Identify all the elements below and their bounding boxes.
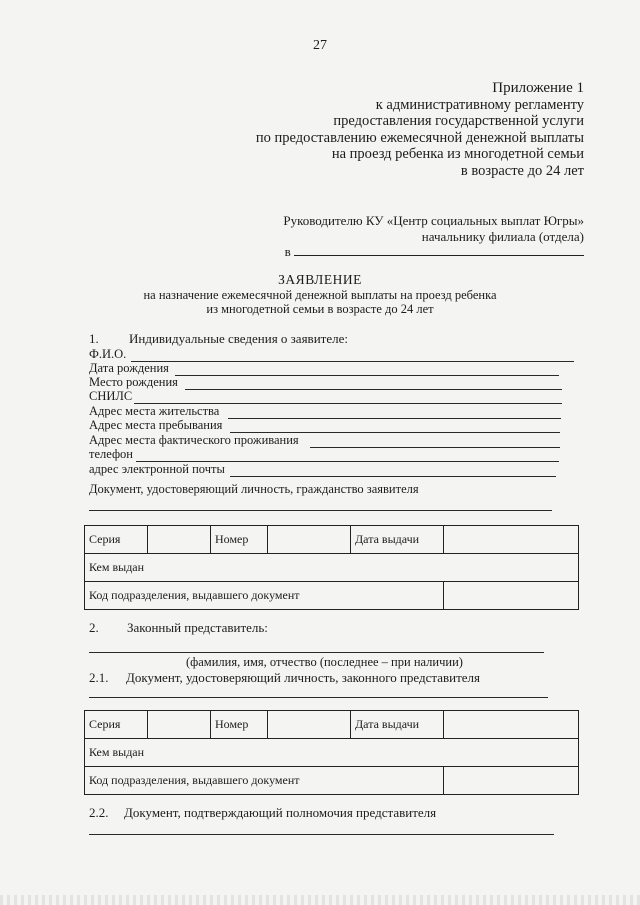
appendix-line: по предоставлению ежемесячной денежной выплаты (255, 129, 584, 146)
email-input-line[interactable] (230, 476, 556, 477)
issued-by-cell[interactable]: Кем выдан (85, 554, 579, 582)
fio-input-line[interactable] (131, 361, 574, 362)
issue-date-input[interactable] (444, 526, 579, 554)
field-label-birth-place: Место рождения (89, 375, 178, 389)
addressee-block (283, 213, 584, 260)
series-input[interactable] (148, 526, 211, 554)
issued-by-cell[interactable]: Кем выдан (85, 739, 579, 767)
title-text: ЗАЯВЛЕНИЕ (278, 272, 362, 287)
birth-date-input-line[interactable] (175, 375, 559, 376)
subtitle-line: из многодетной семьи в возрасте до 24 лет (206, 301, 434, 316)
appendix-line: предоставления государственной услуги (333, 113, 584, 130)
appendix-line: Приложение 1 (492, 80, 584, 96)
addressee-line: начальнику филиала (отдела) (421, 228, 584, 244)
field-label-birth-date: Дата рождения (89, 361, 169, 375)
birth-place-input-line[interactable] (185, 389, 562, 390)
field-label-phone: телефон (89, 447, 133, 461)
number-label: Номер (211, 711, 268, 739)
section-1-heading: Индивидуальные сведения о заявителе: (129, 331, 348, 346)
series-input[interactable] (148, 711, 211, 739)
addressee-line: Руководителю КУ «Центр социальных выплат Югры» (283, 213, 584, 228)
section-2-2-number: 2.2. (89, 805, 109, 820)
field-label-stay-address: Адрес места пребывания (89, 418, 223, 432)
series-label: Серия (85, 526, 148, 554)
addressee-blank-line[interactable] (294, 245, 584, 256)
legal-rep-name-input-line[interactable] (89, 652, 544, 653)
authority-document-input-line[interactable] (89, 834, 554, 835)
dept-code-label: Код подразделения, выдавшего документ (85, 767, 444, 795)
section-2-2-heading: Документ, подтверждающий полномочия представителя (124, 805, 437, 820)
residence-address-input-line[interactable] (228, 418, 561, 419)
legal-rep-name-note: (фамилия, имя, отчество (последнее – при наличии) (186, 655, 463, 669)
dept-code-input[interactable] (444, 767, 579, 795)
section-2-1-heading: Документ, удостоверяющий личность, законного представителя (126, 670, 481, 685)
issue-date-input[interactable] (444, 711, 579, 739)
number-input[interactable] (268, 711, 351, 739)
appendix-line: на проезд ребенка из многодетной семьи (331, 146, 584, 163)
series-label: Серия (85, 711, 148, 739)
document-subtitle (0, 289, 640, 316)
field-label-email: адрес электронной почты (89, 462, 225, 476)
dept-code-input[interactable] (444, 582, 579, 610)
document-title (0, 272, 640, 288)
field-label-fio: Ф.И.О. (89, 347, 127, 361)
applicant-document-table (84, 525, 579, 610)
subtitle-line: на назначение ежемесячной денежной выплаты на проезд ребенка (143, 288, 497, 302)
issue-date-label: Дата выдачи (351, 711, 444, 739)
field-label-identity-document: Документ, удостоверяющий личность, гражданство заявителя (89, 482, 419, 496)
appendix-line: к административному регламенту (375, 96, 584, 113)
number-label: Номер (211, 526, 268, 554)
appendix-header (256, 80, 584, 180)
field-label-actual-address: Адрес места фактического проживания (89, 433, 299, 447)
addressee-prefix: в (284, 244, 291, 259)
section-1-number: 1. (89, 331, 99, 346)
issue-date-label: Дата выдачи (351, 526, 444, 554)
field-label-residence-address: Адрес места жительства (89, 404, 220, 418)
page-number: 27 (313, 38, 327, 53)
legal-rep-document-table (84, 710, 579, 795)
section-2-1-number: 2.1. (89, 670, 109, 685)
dept-code-label: Код подразделения, выдавшего документ (85, 582, 444, 610)
field-label-snils: СНИЛС (89, 389, 133, 403)
addressee-line-3 (283, 244, 584, 260)
appendix-line: в возрасте до 24 лет (460, 162, 584, 179)
legal-rep-document-input-line[interactable] (89, 697, 548, 698)
section-2-heading: Законный представитель: (127, 620, 268, 635)
section-2-number: 2. (89, 620, 99, 635)
scan-artifact-strip (0, 895, 640, 905)
number-input[interactable] (268, 526, 351, 554)
identity-document-input-line[interactable] (89, 510, 552, 511)
actual-address-input-line[interactable] (310, 447, 560, 448)
